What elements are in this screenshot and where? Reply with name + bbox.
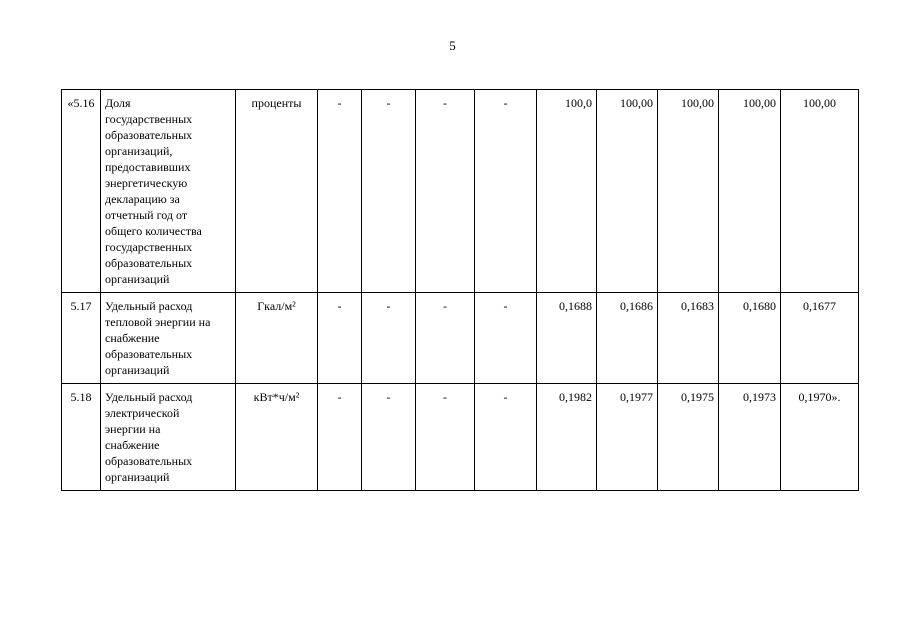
indicator-value: - xyxy=(416,384,475,491)
indicator-value: - xyxy=(362,293,416,384)
indicator-unit: Гкал/м² xyxy=(236,293,318,384)
indicator-value: 100,00 xyxy=(781,90,859,293)
indicator-value: 0,1680 xyxy=(719,293,781,384)
table-row xyxy=(62,90,859,293)
indicator-value: 0,1677 xyxy=(781,293,859,384)
indicator-value: - xyxy=(318,293,362,384)
table-body xyxy=(62,90,859,491)
indicator-number: 5.17 xyxy=(62,293,101,384)
indicator-unit: кВт*ч/м² xyxy=(236,384,318,491)
indicator-value: - xyxy=(318,90,362,293)
indicator-value: 0,1683 xyxy=(658,293,719,384)
indicator-unit: проценты xyxy=(236,90,318,293)
indicator-value: - xyxy=(416,293,475,384)
indicator-value: 100,00 xyxy=(597,90,658,293)
indicator-value: - xyxy=(362,90,416,293)
indicator-value: - xyxy=(475,384,537,491)
indicator-value: - xyxy=(318,384,362,491)
page-number: 5 xyxy=(449,38,456,53)
indicators-table xyxy=(61,89,859,491)
indicator-name: Удельный расход тепловой энергии на снабжение образовательных организаций xyxy=(101,293,236,384)
indicator-value: - xyxy=(475,293,537,384)
indicator-value: 0,1975 xyxy=(658,384,719,491)
indicator-value: 0,1982 xyxy=(537,384,597,491)
indicator-value: - xyxy=(416,90,475,293)
indicator-value: - xyxy=(362,384,416,491)
indicator-value: 100,00 xyxy=(719,90,781,293)
table-row xyxy=(62,384,859,491)
indicator-value: 100,00 xyxy=(658,90,719,293)
table-row xyxy=(62,293,859,384)
indicator-value: 100,0 xyxy=(537,90,597,293)
indicator-name: Доля государственных образовательных организаций, предоставивших энергетическую декларацию за отчетный год от общего количества государственных образовательных организаций xyxy=(101,90,236,293)
indicator-name: Удельный расход электрической энергии на снабжение образовательных организаций xyxy=(101,384,236,491)
indicator-number: «5.16 xyxy=(62,90,101,293)
indicator-number: 5.18 xyxy=(62,384,101,491)
indicator-value: 0,1686 xyxy=(597,293,658,384)
indicator-value: 0,1970». xyxy=(781,384,859,491)
indicator-value: 0,1973 xyxy=(719,384,781,491)
indicator-value: 0,1977 xyxy=(597,384,658,491)
indicator-value: - xyxy=(475,90,537,293)
indicator-value: 0,1688 xyxy=(537,293,597,384)
